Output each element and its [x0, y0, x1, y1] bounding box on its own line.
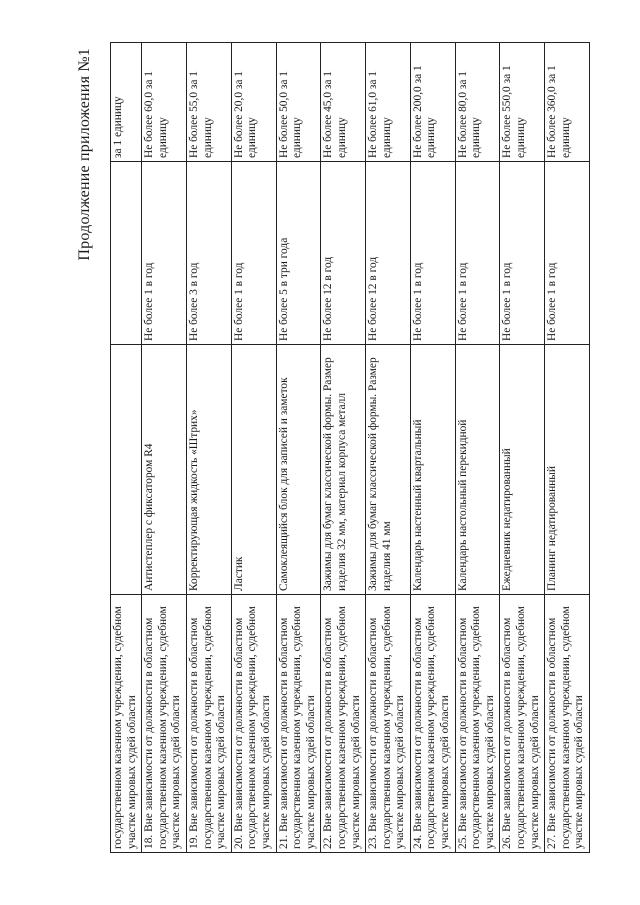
item-cell: Ластик: [231, 345, 276, 595]
quantity-cell: Не более 12 в год: [366, 162, 411, 345]
table-row: [455, 43, 500, 853]
table-row: [366, 43, 411, 853]
position-cell: 26. Вне зависимости от должности в областном государственном казенном учреждении, судебном участке мировых судей области: [500, 595, 545, 853]
table-row: [276, 43, 321, 853]
price-cell: Не более 50,0 за 1 единицу: [276, 43, 321, 162]
quantity-cell: Не более 3 в год: [186, 162, 231, 345]
table-row: [111, 43, 142, 853]
position-cell: 19. Вне зависимости от должности в областном государственном казенном учреждении, судебном участке мировых судей области: [186, 595, 231, 853]
item-cell: Календарь настольный перекидной: [455, 345, 500, 595]
table-row: [500, 43, 545, 853]
quantity-cell: Не более 1 в год: [500, 162, 545, 345]
table-row: [410, 43, 455, 853]
position-cell: 21. Вне зависимости от должности в областном государственном казенном учреждении, судебном участке мировых судей области: [276, 595, 321, 853]
item-cell: Зажимы для бумаг классической формы. Размер изделия 41 мм: [366, 345, 411, 595]
table-row: [231, 43, 276, 853]
price-cell: Не более 200,0 за 1 единицу: [410, 43, 455, 162]
table-row: [142, 43, 187, 853]
price-cell: Не более 80,0 за 1 единицу: [455, 43, 500, 162]
item-cell: Календарь настенный квартальный: [410, 345, 455, 595]
price-cell: Не более 55,0 за 1 единицу: [186, 43, 231, 162]
item-cell: Самоклеящийся блок для записей и заметок: [276, 345, 321, 595]
quantity-cell: Не более 1 в год: [545, 162, 590, 345]
quantity-cell: Не более 1 в год: [142, 162, 187, 345]
quantity-cell: Не более 5 в три года: [276, 162, 321, 345]
norms-table: [110, 42, 590, 853]
quantity-cell: Не более 1 в год: [231, 162, 276, 345]
item-cell: Корректирующая жидкость «Штрих»: [186, 345, 231, 595]
item-cell: Планинг недатированный: [545, 345, 590, 595]
quantity-cell: Не более 1 в год: [410, 162, 455, 345]
quantity-cell: [111, 162, 142, 345]
position-cell: 23. Вне зависимости от должности в областном государственном казенном учреждении, судебном участке мировых судей области: [366, 595, 411, 853]
price-cell: Не более 60,0 за 1 единицу: [142, 43, 187, 162]
item-cell: Зажимы для бумаг классической формы. Размер изделия 32 мм, материал корпуса металл: [321, 345, 366, 595]
table-row: [186, 43, 231, 853]
table-row: [545, 43, 590, 853]
quantity-cell: Не более 12 в год: [321, 162, 366, 345]
position-cell: 24. Вне зависимости от должности в областном государственном казенном учреждении, судебном участке мировых судей области: [410, 595, 455, 853]
price-cell: Не более 45,0 за 1 единицу: [321, 43, 366, 162]
page-caption: Продолжение приложения №1: [76, 48, 93, 261]
table-row: [321, 43, 366, 853]
price-cell: Не более 360,0 за 1 единицу: [545, 43, 590, 162]
price-cell: Не более 61,0 за 1 единицу: [366, 43, 411, 162]
item-cell: Антистеплер с фиксатором R4: [142, 345, 187, 595]
position-cell: 27. Вне зависимости от должности в областном государственном казенном учреждении, судебном участке мировых судей области: [545, 595, 590, 853]
position-cell: 25. Вне зависимости от должности в областном государственном казенном учреждении, судебном участке мировых судей области: [455, 595, 500, 853]
item-cell: Ежедневник недатированный: [500, 345, 545, 595]
price-cell: за 1 единицу: [111, 43, 142, 162]
position-cell: государственном казенном учреждении, судебном участке мировых судей области: [111, 595, 142, 853]
price-cell: Не более 20,0 за 1 единицу: [231, 43, 276, 162]
price-cell: Не более 550,0 за 1 единицу: [500, 43, 545, 162]
position-cell: 18. Вне зависимости от должности в областном государственном казенном учреждении, судебном участке мировых судей области: [142, 595, 187, 853]
item-cell: [111, 345, 142, 595]
quantity-cell: Не более 1 в год: [455, 162, 500, 345]
position-cell: 20. Вне зависимости от должности в областном государственном казенном учреждении, судебном участке мировых судей области: [231, 595, 276, 853]
position-cell: 22. Вне зависимости от должности в областном государственном казенном учреждении, судебном участке мировых судей области: [321, 595, 366, 853]
